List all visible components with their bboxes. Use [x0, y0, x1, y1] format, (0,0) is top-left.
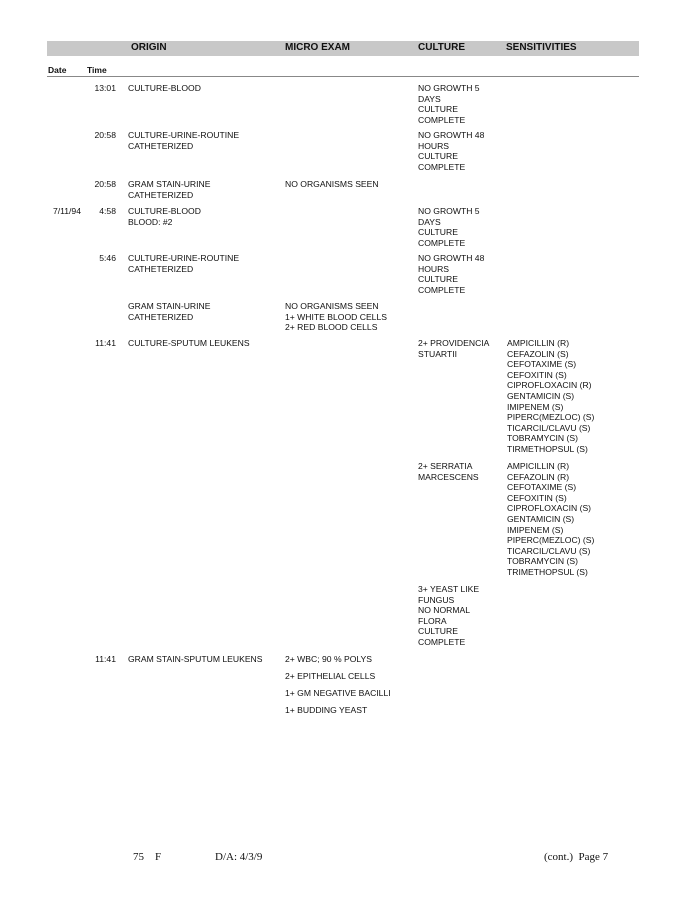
row-culture: NO GROWTH 5 DAYS CULTURE COMPLETE: [418, 206, 480, 248]
row-micro-exam: 2+ WBC; 90 % POLYS: [285, 654, 373, 664]
row-micro-exam: 1+ GM NEGATIVE BACILLI: [285, 688, 391, 698]
row-time: 20:58: [94, 130, 116, 140]
row-origin: CULTURE-SPUTUM LEUKENS: [128, 338, 250, 348]
header-origin: ORIGIN: [131, 42, 167, 53]
header-divider: [47, 76, 639, 77]
row-origin: CULTURE-BLOOD: [128, 83, 201, 93]
row-origin: GRAM STAIN-SPUTUM LEUKENS: [128, 654, 263, 664]
row-time: 11:41: [95, 654, 116, 664]
row-micro-exam: 2+ EPITHELIAL CELLS: [285, 671, 376, 681]
row-culture: NO GROWTH 48 HOURS CULTURE COMPLETE: [418, 253, 485, 295]
row-origin: GRAM STAIN-URINE CATHETERIZED: [128, 179, 211, 200]
row-time: 4:58: [99, 206, 116, 216]
row-micro-exam: 1+ BUDDING YEAST: [285, 705, 368, 715]
header-time: Time: [87, 65, 107, 75]
row-origin: GRAM STAIN-URINE CATHETERIZED: [128, 301, 211, 322]
row-culture: NO GROWTH 5 DAYS CULTURE COMPLETE: [418, 83, 480, 125]
header-culture: CULTURE: [418, 42, 466, 53]
row-origin: CULTURE-BLOOD BLOOD: #2: [128, 206, 201, 227]
row-micro-exam: NO ORGANISMS SEEN 1+ WHITE BLOOD CELLS 2+ RED BLOOD CELLS: [285, 301, 387, 333]
row-micro-exam: NO ORGANISMS SEEN: [285, 179, 379, 189]
header-date: Date: [48, 65, 67, 75]
row-time: 11:41: [95, 338, 116, 348]
row-time: 20:58: [94, 179, 116, 189]
row-date: 7/11/94: [52, 206, 81, 216]
row-culture: 2+ PROVIDENCIA STUARTII: [418, 338, 490, 359]
footer-page-number: (cont.) Page 7: [544, 851, 609, 863]
row-time: 5:46: [99, 253, 116, 263]
row-culture: NO GROWTH 48 HOURS CULTURE COMPLETE: [418, 130, 485, 172]
footer-patient-info: 75 F: [133, 851, 162, 863]
header-micro-exam: MICRO EXAM: [285, 42, 350, 53]
row-origin: CULTURE-URINE-ROUTINE CATHETERIZED: [128, 253, 240, 274]
row-culture: 2+ SERRATIA MARCESCENS: [418, 461, 479, 482]
column-header-bar: [47, 41, 639, 56]
header-sensitivities: SENSITIVITIES: [506, 42, 577, 53]
row-origin: CULTURE-URINE-ROUTINE CATHETERIZED: [128, 130, 240, 151]
footer-admission-date: D/A: 4/3/9: [215, 851, 263, 863]
row-sensitivities: AMPICILLIN (R) CEFAZOLIN (R) CEFOTAXIME (S) CEFOXITIN (S) CIPROFLOXACIN (S) GENTAMICIN (S) IMIPENEM (S) PIPERC(MEZLOC) (S) TICARCIL/CLAVU (S) TOBRAMYCIN (S) TRIMETHOPSUL (S): [507, 461, 595, 577]
row-time: 13:01: [94, 83, 116, 93]
row-culture: 3+ YEAST LIKE FUNGUS NO NORMAL FLORA CULTURE COMPLETE: [418, 584, 480, 647]
row-sensitivities: AMPICILLIN (R) CEFAZOLIN (S) CEFOTAXIME (S) CEFOXITIN (S) CIPROFLOXACIN (R) GENTAMICIN (S) IMIPENEM (S) PIPERC(MEZLOC) (S) TICARCIL/CLAVU (S) TOBRAMYCIN (S) TIRMETHOPSUL (S): [507, 338, 595, 454]
